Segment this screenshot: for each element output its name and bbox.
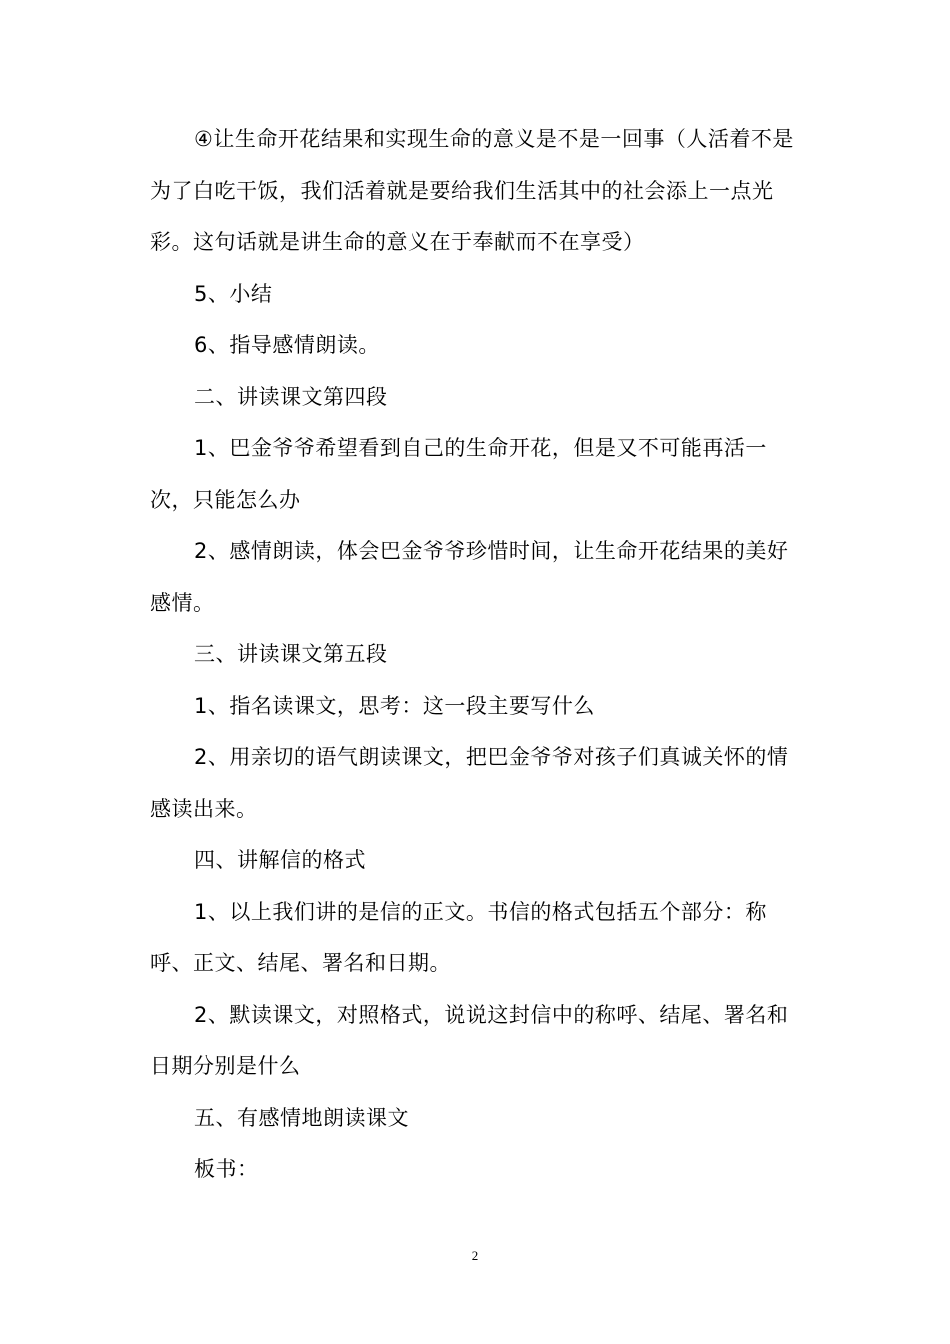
paragraph-item: 2、用亲切的语气朗读课文，把巴金爷爷对孩子们真诚关怀的情感读出来。 bbox=[150, 745, 789, 821]
page-number: 2 bbox=[471, 1248, 479, 1263]
section-heading-letter-format: 四、讲解信的格式 bbox=[194, 848, 366, 872]
paragraph-guided-reading: 6、指导感情朗读。 bbox=[194, 333, 380, 357]
paragraph-life-meaning: ④让生命开花结果和实现生命的意义是不是一回事（人活着不是为了白吃干饭，我们活着就是要给我们生活其中的社会添上一点光彩。这句话就是讲生命的意义在于奉献而不在享受） bbox=[150, 127, 794, 254]
section-heading-5th-paragraph: 三、讲读课文第五段 bbox=[194, 642, 388, 666]
paragraph-summary: 5、小结 bbox=[194, 281, 273, 306]
document-body bbox=[150, 114, 800, 1196]
paragraph-item: 1、巴金爷爷希望看到自己的生命开花，但是又不可能再活一次，只能怎么办 bbox=[150, 436, 767, 512]
paragraph-blackboard: 板书： bbox=[194, 1157, 259, 1181]
paragraph-item: 1、以上我们讲的是信的正文。书信的格式包括五个部分：称呼、正文、结尾、署名和日期。 bbox=[150, 899, 767, 975]
section-heading-read-aloud: 五、有感情地朗读课文 bbox=[194, 1105, 409, 1130]
paragraph-item: 2、默读课文，对照格式，说说这封信中的称呼、结尾、署名和日期分别是什么 bbox=[150, 1002, 789, 1078]
section-heading-4th-paragraph: 二、讲读课文第四段 bbox=[194, 384, 388, 409]
paragraph-item: 2、感情朗读，体会巴金爷爷珍惜时间，让生命开花结果的美好感情。 bbox=[150, 539, 789, 615]
paragraph-item: 1、指名读课文，思考：这一段主要写什么 bbox=[194, 693, 595, 718]
